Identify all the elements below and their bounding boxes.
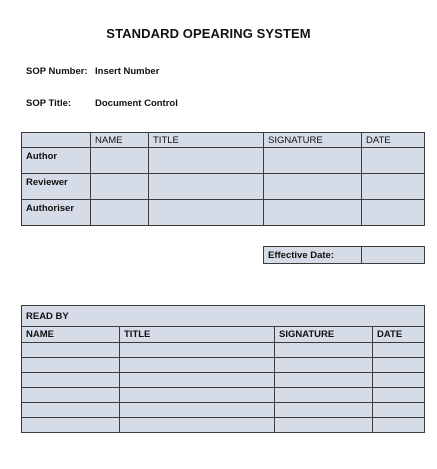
- role-label-author: Author: [22, 148, 91, 174]
- read-by-signature-cell[interactable]: [275, 403, 373, 418]
- read-by-title: READ BY: [22, 306, 425, 327]
- read-by-body: [22, 343, 425, 433]
- page-title: STANDARD OPEARING SYSTEM: [106, 26, 311, 41]
- reviewer-date-cell[interactable]: [362, 174, 425, 200]
- reviewer-title-cell[interactable]: [149, 174, 264, 200]
- signoff-header-signature: SIGNATURE: [264, 133, 362, 148]
- signoff-row-author: [22, 148, 425, 174]
- read-by-date-cell[interactable]: [373, 418, 425, 433]
- signoff-table: [21, 132, 425, 226]
- reviewer-signature-cell[interactable]: [264, 174, 362, 200]
- read-by-date-cell[interactable]: [373, 343, 425, 358]
- authoriser-name-cell[interactable]: [91, 200, 149, 226]
- author-name-cell[interactable]: [91, 148, 149, 174]
- read-by-name-cell[interactable]: [22, 358, 120, 373]
- sop-number-value[interactable]: Insert Number: [95, 66, 160, 77]
- read-by-row: [22, 373, 425, 388]
- read-by-title-cell[interactable]: [120, 343, 275, 358]
- authoriser-title-cell[interactable]: [149, 200, 264, 226]
- read-by-row: [22, 388, 425, 403]
- authoriser-signature-cell[interactable]: [264, 200, 362, 226]
- read-by-title-cell[interactable]: [120, 403, 275, 418]
- signoff-row-reviewer: [22, 174, 425, 200]
- read-by-name-cell[interactable]: [22, 373, 120, 388]
- read-by-name-cell[interactable]: [22, 418, 120, 433]
- read-by-name-cell[interactable]: [22, 403, 120, 418]
- signoff-header-blank: [22, 133, 91, 148]
- reviewer-name-cell[interactable]: [91, 174, 149, 200]
- role-label-reviewer: Reviewer: [22, 174, 91, 200]
- read-by-title-cell[interactable]: [120, 388, 275, 403]
- author-signature-cell[interactable]: [264, 148, 362, 174]
- signoff-header-title: TITLE: [149, 133, 264, 148]
- read-by-header-title: TITLE: [120, 327, 275, 343]
- read-by-signature-cell[interactable]: [275, 343, 373, 358]
- authoriser-date-cell[interactable]: [362, 200, 425, 226]
- effective-date-table: [263, 246, 425, 264]
- author-title-cell[interactable]: [149, 148, 264, 174]
- read-by-row: [22, 403, 425, 418]
- signoff-header-date: DATE: [362, 133, 425, 148]
- sop-title-label: SOP Title:: [26, 98, 72, 109]
- read-by-signature-cell[interactable]: [275, 388, 373, 403]
- read-by-date-cell[interactable]: [373, 373, 425, 388]
- read-by-signature-cell[interactable]: [275, 418, 373, 433]
- read-by-header-date: DATE: [373, 327, 425, 343]
- author-date-cell[interactable]: [362, 148, 425, 174]
- read-by-signature-cell[interactable]: [275, 358, 373, 373]
- sop-title-value[interactable]: Document Control: [95, 98, 178, 109]
- read-by-table: [21, 305, 425, 433]
- read-by-row: [22, 343, 425, 358]
- read-by-title-cell[interactable]: [120, 373, 275, 388]
- read-by-header-row: [22, 327, 425, 343]
- read-by-row: [22, 418, 425, 433]
- role-label-authoriser: Authoriser: [22, 200, 91, 226]
- signoff-header-row: [22, 133, 425, 148]
- read-by-signature-cell[interactable]: [275, 373, 373, 388]
- read-by-header-name: NAME: [22, 327, 120, 343]
- read-by-date-cell[interactable]: [373, 358, 425, 373]
- read-by-date-cell[interactable]: [373, 403, 425, 418]
- read-by-name-cell[interactable]: [22, 388, 120, 403]
- signoff-row-authoriser: [22, 200, 425, 226]
- read-by-title-row: [22, 306, 425, 327]
- read-by-row: [22, 358, 425, 373]
- read-by-date-cell[interactable]: [373, 388, 425, 403]
- read-by-title-cell[interactable]: [120, 358, 275, 373]
- sop-number-label: SOP Number:: [26, 66, 88, 77]
- read-by-name-cell[interactable]: [22, 343, 120, 358]
- effective-date-label: Effective Date:: [264, 247, 362, 264]
- read-by-title-cell[interactable]: [120, 418, 275, 433]
- effective-date-value[interactable]: [362, 247, 425, 264]
- signoff-header-name: NAME: [91, 133, 149, 148]
- read-by-header-signature: SIGNATURE: [275, 327, 373, 343]
- effective-date-row: [264, 247, 425, 264]
